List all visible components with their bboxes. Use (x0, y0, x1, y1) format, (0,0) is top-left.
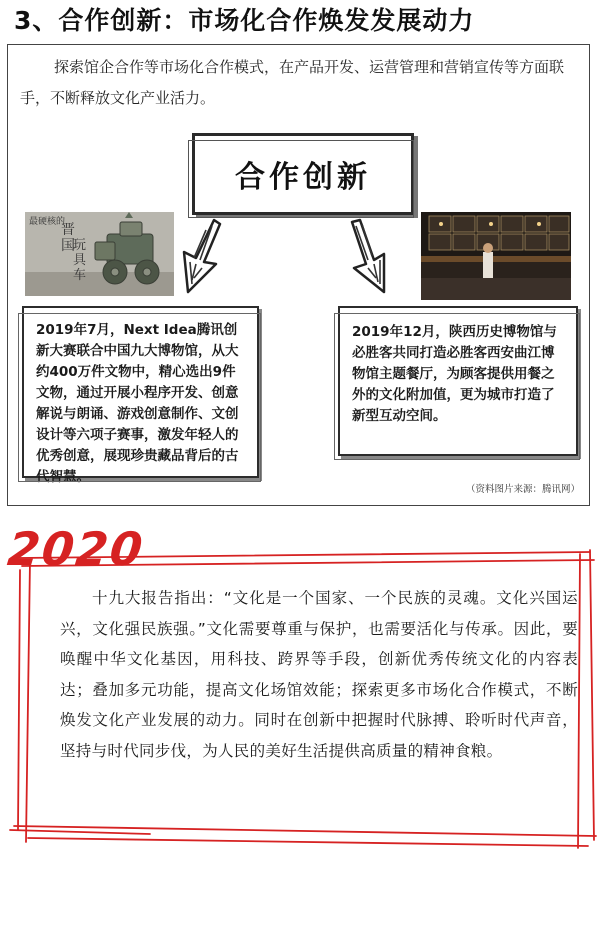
center-title: 合作创新 (235, 160, 371, 195)
intro-paragraph: 探索馆企合作等市场化合作模式，在产品开发、运营管理和营销宣传等方面联手，不断释放文化产业活力。 (20, 58, 565, 107)
left-arrow-icon (176, 218, 228, 294)
left-photo-caption (29, 216, 87, 283)
right-photo (421, 212, 571, 300)
section-heading: 3、合作创新：市场化合作焕发发展动力 (14, 6, 475, 35)
caption-line-2: 晋国 (61, 222, 75, 254)
restaurant-interior-illustration (421, 212, 571, 300)
right-case-text: 2019年12月，陕西历史博物馆与必胜客共同打造必胜客西安曲江博物馆主题餐厅，为顾客提供用餐之外的文化附加值，更为城市打造了新型互动空间。 (352, 324, 557, 424)
right-arrow-icon (344, 218, 400, 294)
caption-line-3: 玩具车 (73, 238, 87, 283)
left-photo (25, 212, 174, 296)
left-case-text: 2019年7月，Next Idea腾讯创新大赛联合中国九大博物馆，从大约400万件文物中，精心选出9件文物，通过开展小程序开发、创意解说与朗诵、游戏创意制作、文创设计等六项子赛事，激发年轻人的优秀创意，展现珍贵藏品背后的古代智慧。 (36, 322, 239, 485)
year-banner: 2020 (5, 522, 147, 576)
center-title-box (192, 133, 414, 215)
right-case-card (338, 306, 578, 456)
closing-paragraph: 十九大报告指出：“文化是一个国家、一个民族的灵魂。文化兴国运兴，文化强民族强。”文化需要尊重与保护，也需要活化与传承。因此，要唤醒中华文化基因，用科技、跨界等手段，创新优秀传统文化的内容表达；叠加多元功能，提高文化场馆效能；探索更多市场化合作模式，不断焕发文化产业发展的动力。同时在创新中把握时代脉搏、聆听时代声音，坚持与时代同步伐，为人民的美好生活提供高质量的精神食粮。 (60, 589, 578, 760)
image-source-note: （资料图片来源：腾讯网） (465, 484, 580, 495)
left-case-card (22, 306, 259, 485)
caption-line-1: 最硬核的 (29, 217, 66, 227)
